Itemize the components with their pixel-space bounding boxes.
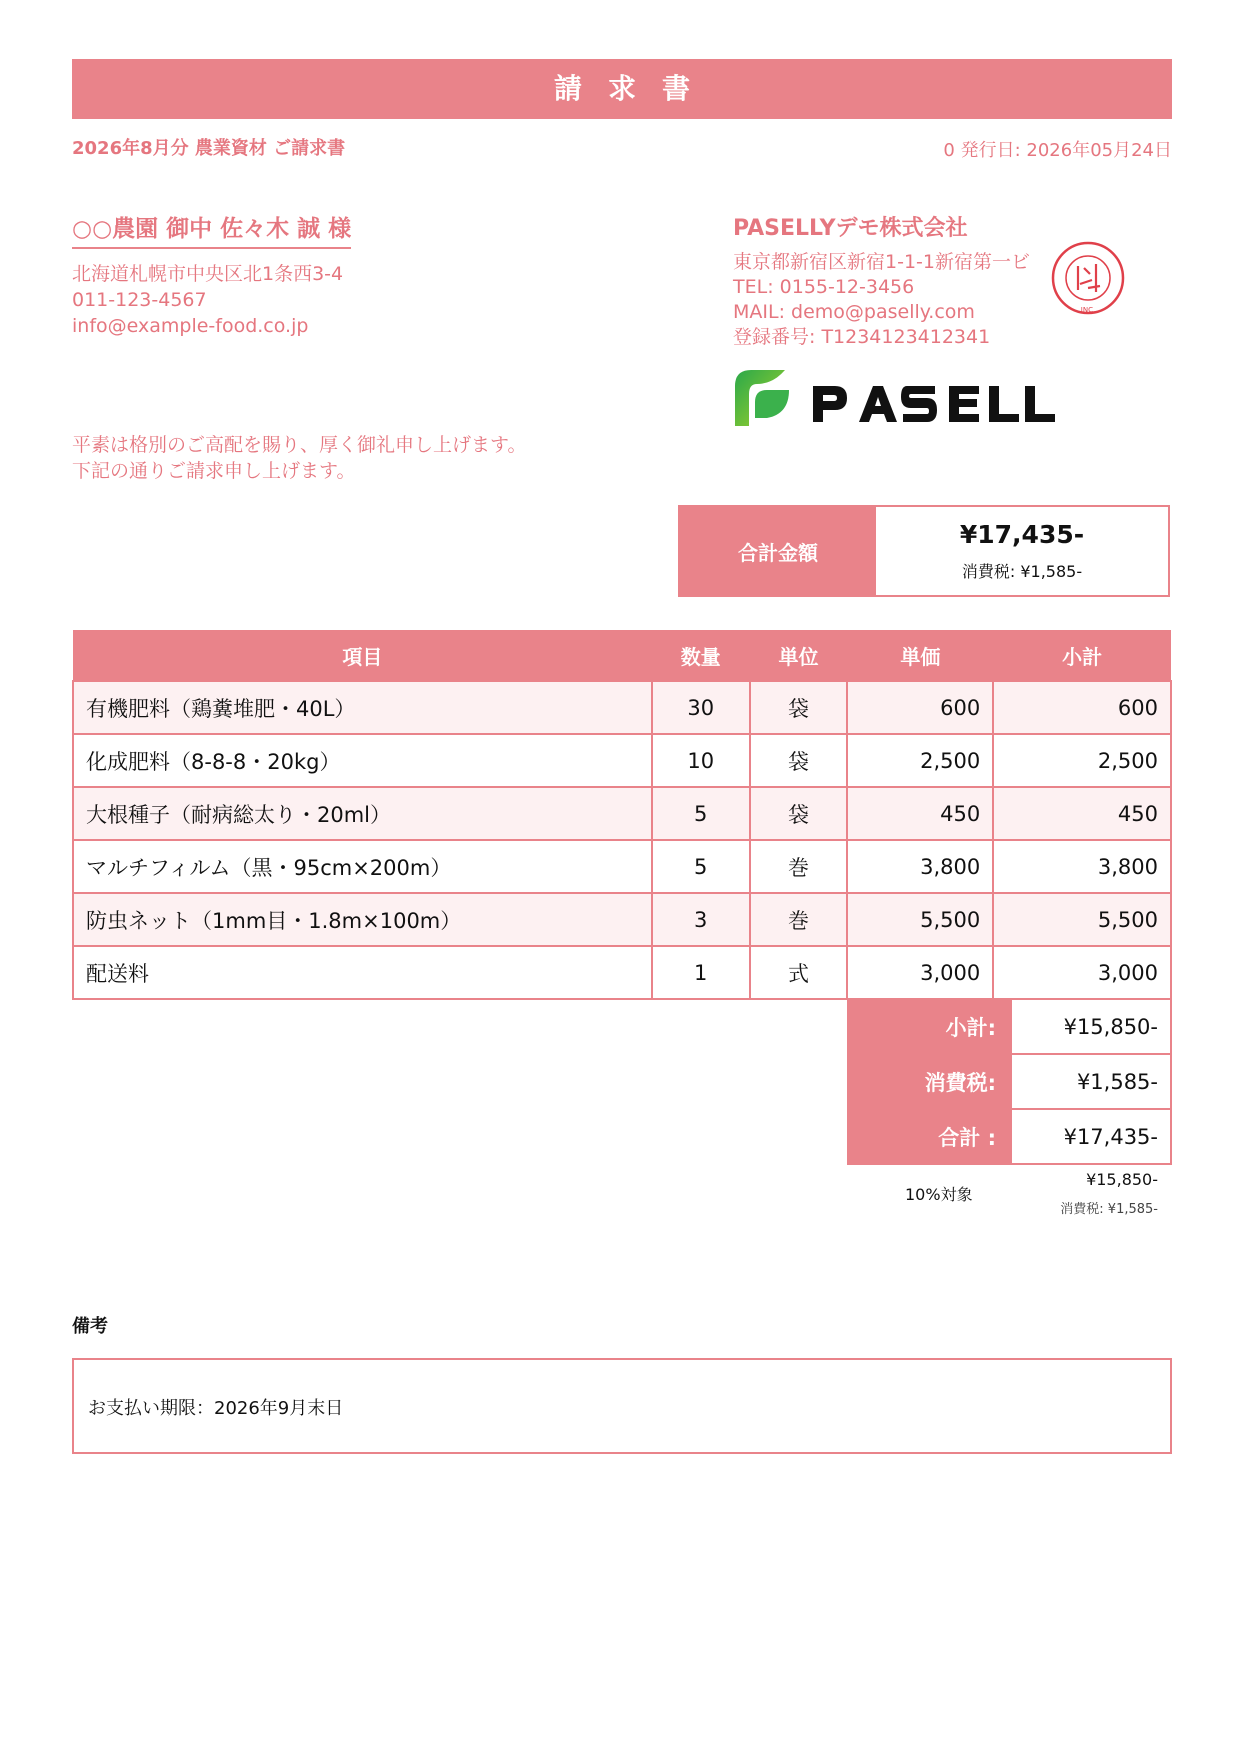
item-qty: 1 <box>652 946 750 999</box>
item-price: 3,000 <box>847 946 993 999</box>
total-tax: 消費税: ¥1,585- <box>961 562 1083 581</box>
item-subtotal: 3,000 <box>993 946 1171 999</box>
item-unit: 袋 <box>750 681 848 734</box>
item-subtotal: 3,800 <box>993 840 1171 893</box>
item-qty: 5 <box>652 787 750 840</box>
company-seal-icon <box>1050 240 1126 316</box>
item-unit: 巻 <box>750 893 848 946</box>
item-subtotal: 600 <box>993 681 1171 734</box>
summary-subtotal-label: 小計: <box>848 999 1011 1054</box>
notes-text: お支払い期限：2026年9月末日 <box>88 1398 344 1419</box>
header-price: 単価 <box>847 630 993 681</box>
items-table <box>72 630 1172 1000</box>
item-price: 450 <box>847 787 993 840</box>
svg-text:INC.: INC. <box>1080 306 1096 314</box>
item-subtotal: 2,500 <box>993 734 1171 787</box>
item-unit: 巻 <box>750 840 848 893</box>
item-unit: 袋 <box>750 787 848 840</box>
notes-heading: 備考 <box>72 1316 108 1337</box>
item-price: 600 <box>847 681 993 734</box>
total-label: 合計金額 <box>680 507 876 595</box>
item-name: マルチフィルム（黒・95cm×200m） <box>73 840 652 893</box>
notes-box <box>72 1358 1172 1454</box>
item-name: 配送料 <box>73 946 652 999</box>
item-qty: 30 <box>652 681 750 734</box>
table-row <box>73 787 1171 840</box>
summary-total-value: ¥17,435- <box>1011 1109 1171 1164</box>
table-row <box>73 893 1171 946</box>
summary-subtotal-value: ¥15,850- <box>1011 999 1171 1054</box>
total-amount: ¥17,435- <box>959 520 1085 549</box>
customer-name: ○○農園 御中 佐々木 誠 様 <box>72 210 351 249</box>
greeting-line-1: 平素は格別のご高配を賜り、厚く御礼申し上げます。 <box>72 434 527 456</box>
header-subtotal: 小計 <box>993 630 1171 681</box>
company-block <box>733 211 1030 350</box>
table-header-row <box>73 630 1171 681</box>
customer-email: info@example-food.co.jp <box>72 315 309 337</box>
item-qty: 10 <box>652 734 750 787</box>
item-price: 5,500 <box>847 893 993 946</box>
item-name: 化成肥料（8-8-8・20kg） <box>73 734 652 787</box>
item-price: 2,500 <box>847 734 993 787</box>
summary-tax-row <box>848 1054 1171 1109</box>
document-title: 請求書 <box>72 59 1172 119</box>
company-mail: MAIL: demo@paselly.com <box>733 301 975 323</box>
summary-table <box>847 998 1172 1165</box>
summary-tax-value: ¥1,585- <box>1011 1054 1171 1109</box>
summary-subtotal-row <box>848 999 1171 1054</box>
document-subtitle: 2026年8月分 農業資材 ご請求書 <box>72 138 346 159</box>
item-name: 有機肥料（鶏糞堆肥・40L） <box>73 681 652 734</box>
greeting-line-2: 下記の通りご請求申し上げます。 <box>72 460 356 482</box>
summary-total-label: 合計 : <box>848 1109 1011 1164</box>
greeting <box>72 432 526 484</box>
company-name: PASELLYデモ株式会社 <box>733 216 968 241</box>
company-tel: TEL: 0155-12-3456 <box>733 276 915 298</box>
table-row <box>73 946 1171 999</box>
header-unit: 単位 <box>750 630 848 681</box>
tax-rate-label: 10%対象 <box>905 1185 973 1204</box>
item-unit: 袋 <box>750 734 848 787</box>
item-unit: 式 <box>750 946 848 999</box>
summary-total-row <box>848 1109 1171 1164</box>
item-qty: 3 <box>652 893 750 946</box>
customer-block <box>72 210 351 339</box>
company-registration: 登録番号: T1234123412341 <box>733 326 991 348</box>
item-price: 3,800 <box>847 840 993 893</box>
total-amount-box <box>678 505 1170 597</box>
tax-rate-amount: ¥15,850- <box>1086 1170 1158 1189</box>
item-qty: 5 <box>652 840 750 893</box>
customer-address: 北海道札幌市中央区北1条西3-4 <box>72 263 344 285</box>
item-name: 防虫ネット（1mm目・1.8m×100m） <box>73 893 652 946</box>
table-row <box>73 840 1171 893</box>
customer-tel: 011-123-4567 <box>72 289 207 311</box>
item-subtotal: 5,500 <box>993 893 1171 946</box>
item-name: 大根種子（耐病総太り・20ml） <box>73 787 652 840</box>
header-item: 項目 <box>73 630 652 681</box>
table-row <box>73 681 1171 734</box>
summary-tax-label: 消費税: <box>848 1054 1011 1109</box>
tax-rate-tax: 消費税: ¥1,585- <box>1060 1202 1158 1217</box>
issue-date: 0 発行日: 2026年05月24日 <box>943 140 1172 161</box>
item-subtotal: 450 <box>993 787 1171 840</box>
table-row <box>73 734 1171 787</box>
header-qty: 数量 <box>652 630 750 681</box>
company-address: 東京都新宿区新宿1-1-1新宿第一ビ <box>733 251 1030 273</box>
paselly-logo-icon <box>733 368 1063 430</box>
